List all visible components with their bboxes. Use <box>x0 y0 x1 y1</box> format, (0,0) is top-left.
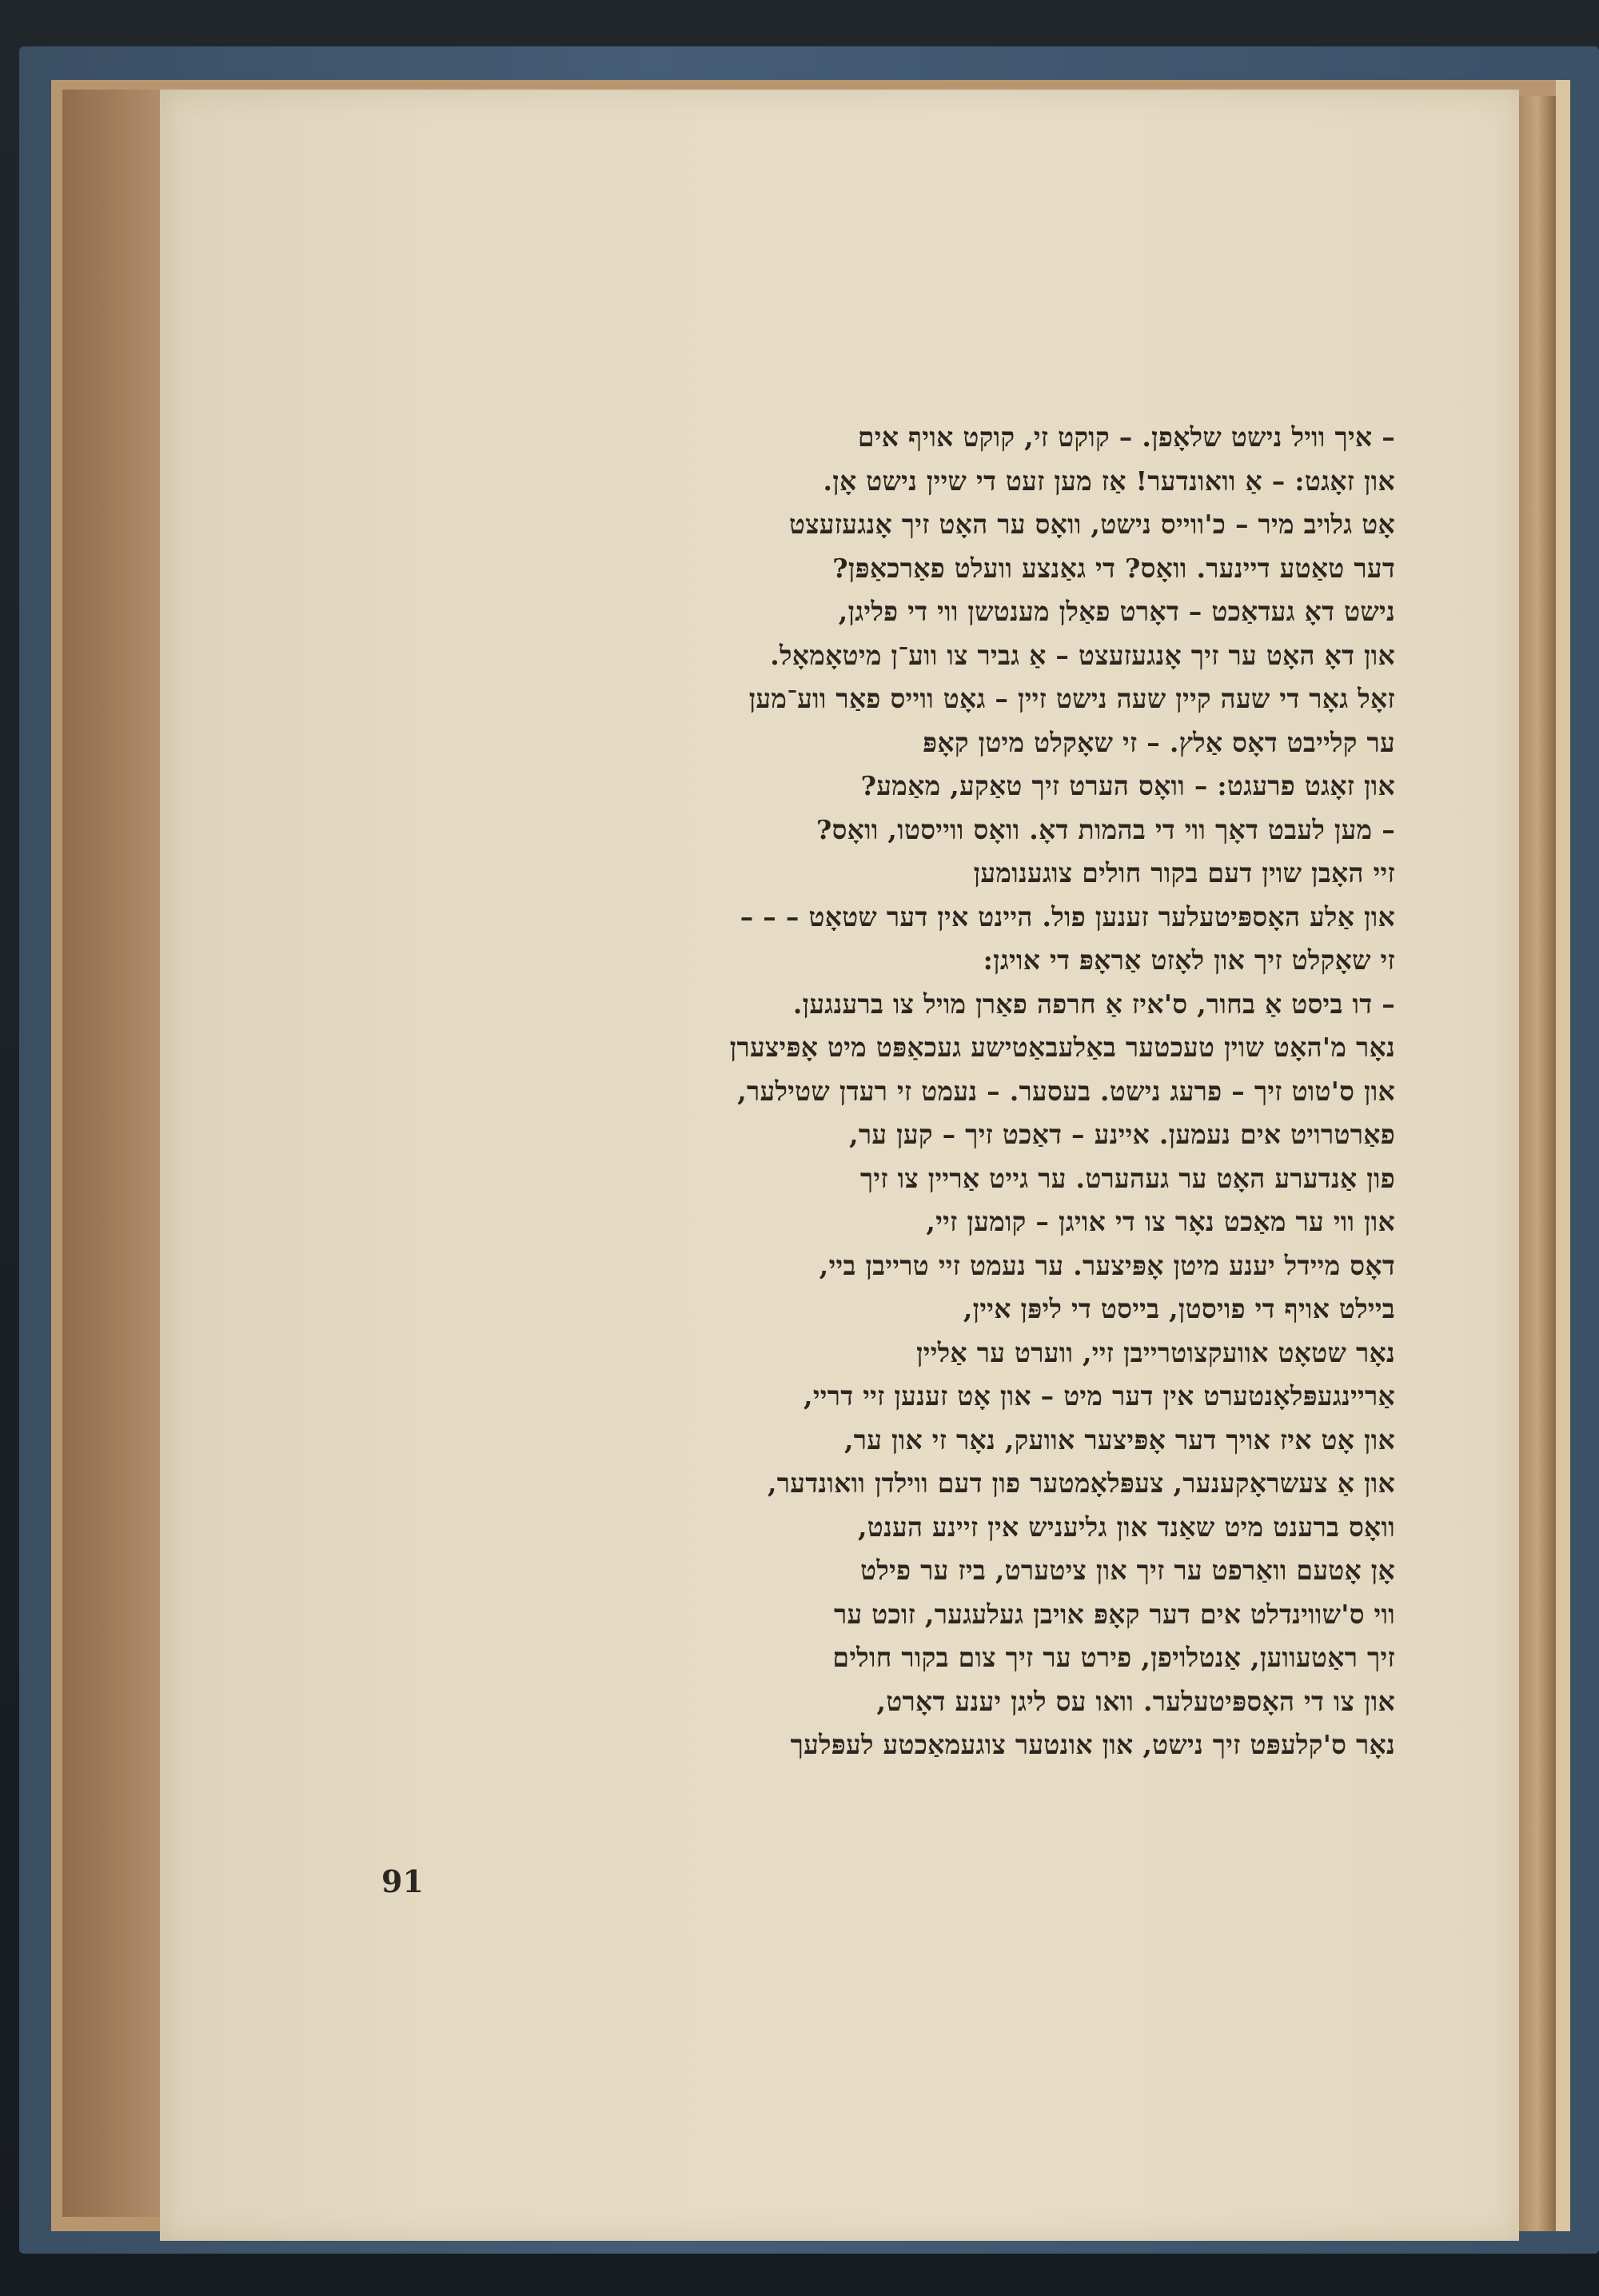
text-line: דאָס מיידל יענע מיטן אָפּיצער. ער נעמט זיי טרייבן ביי, <box>819 1249 1395 1281</box>
text-line: און דאָ האָט ער זיך אָנגעזעצט – אַ גביר צו ווע־ן מיטאָמאָל. <box>770 639 1395 671</box>
text-line: – דו ביסט אַ בחור, ס'איז אַ חרפה פאַרן מויל צו ברענגען. <box>792 988 1395 1020</box>
text-line: נאָר ס'קלעפּט זיך נישט, און אונטער צוגעמאַכטע לעפּלעך <box>790 1729 1395 1760</box>
text-line: אָן אָטעם וואַרפט ער זיך און ציטערט, ביז ער פילט <box>860 1555 1395 1586</box>
text-line: נאָר מ'האָט שוין טעכטער באַלעבאַטישע געכאַפּט מיט אָפּיצערן <box>729 1032 1395 1063</box>
page-stack-outer-edge <box>1556 80 1570 2231</box>
text-line: זי שאָקלט זיך און לאָזט אַראָפּ די אויגן: <box>983 944 1395 976</box>
yiddish-poem-text <box>448 416 1395 1767</box>
text-line: ער קלייבט דאָס אַלץ. – זי שאָקלט מיטן קאָפּ <box>923 726 1395 758</box>
text-line: און אַ צעשראָקענער, צעפּלאָמטער פון דעם ווילדן וואונדער, <box>767 1467 1395 1499</box>
text-line: פאַרטרויט אים נעמען. איינע – דאַכט זיך – קען ער, <box>849 1119 1395 1150</box>
text-line: וואָס ברענט מיט שאַנד און גליעניש אין זיינע הענט, <box>857 1511 1395 1543</box>
text-line: – איך וויל נישט שלאָפן. – קוקט זי, קוקט אויף אים <box>857 421 1395 453</box>
text-line: אַריינגעפּלאָנטערט אין דער מיט – און אָט זענען זיי דריי, <box>803 1380 1395 1412</box>
text-line: און זאָגט: – אַ וואונדער! אַז מען זעט די שיין נישט אָן. <box>823 465 1395 497</box>
page-number: 91 <box>381 1863 424 1899</box>
text-line: און ווי ער מאַכט נאָר צו די אויגן – קומען זיי, <box>926 1206 1395 1237</box>
text-line: נאָר שטאָט אוועקצוטרייבן זיי, ווערט ער אַליין <box>916 1336 1395 1368</box>
page-gutter <box>62 90 168 2217</box>
text-line: און אַלע האָספּיטעלער זענען פול. היינט אין דער שטאָט – – – <box>740 900 1395 932</box>
text-line: פון אַנדערע האָט ער געהערט. ער גייט אַריין צו זיך <box>859 1162 1395 1194</box>
text-line: זיי האָבן שוין דעם בקור חולים צוגענומען <box>973 857 1395 888</box>
text-line: און אָט איז אויך דער אָפּיצער אוועק, נאָר זי און ער, <box>843 1424 1395 1455</box>
text-line: און זאָגט פרעגט: – וואָס הערט זיך טאַקע, מאַמע? <box>860 770 1395 801</box>
text-line: נישט דאָ געדאַכט – דאָרט פאַלן מענטשן ווי די פליגן, <box>838 596 1395 627</box>
text-line: זאָל גאָר די שעה קיין שעה נישט זיין – גאָט ווייס פאַר ווע־מען <box>748 683 1395 714</box>
text-line: און ס'טוט זיך – פרעג נישט. בעסער. – נעמט זי רעדן שטילער, <box>737 1075 1395 1107</box>
text-line: – מען לעבט דאָך ווי די בהמות דאָ. וואָס ווייסטו, וואָס? <box>815 813 1395 845</box>
text-line: ווי ס'שווינדלט אים דער קאָפּ אויבן געלעגער, זוכט ער <box>833 1598 1395 1630</box>
text-line: און צו די האָספּיטעלער. וואו עס ליגן יענע דאָרט, <box>876 1685 1395 1717</box>
text-line: דער טאַטע דיינער. וואָס? די גאַנצע וועלט פאַרכאַפּן? <box>832 552 1395 584</box>
text-line: זיך ראַטעווען, אַנטלויפן, פירט ער זיך צום בקור חולים <box>832 1642 1395 1673</box>
page-stack-edge <box>1519 96 1556 2231</box>
text-line: אָט גלויב מיר – כ'ווייס נישט, וואָס ער האָט זיך אָנגעזעצט <box>788 509 1395 540</box>
text-line: ביילט אויף די פויסטן, בייסט די ליפּן איין, <box>963 1293 1395 1324</box>
